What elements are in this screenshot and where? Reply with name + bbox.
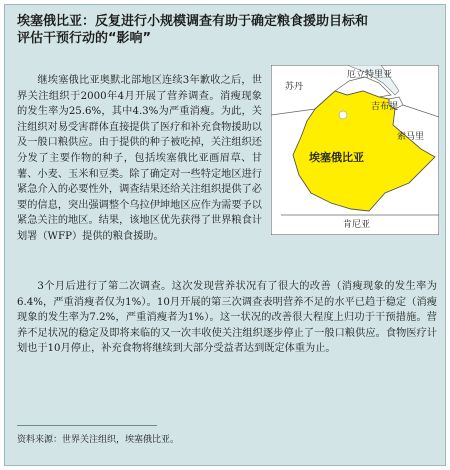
source-note: 资料来源：世界关注组织，埃塞俄比亚。 <box>17 435 180 445</box>
label-ethiopia: 埃塞俄比亚 <box>309 151 364 164</box>
title-line-2: 评估干预行动的“影响” <box>17 31 152 46</box>
location-marker <box>339 111 347 119</box>
label-eritrea: 厄立特里亚 <box>347 70 393 80</box>
ethiopia-map <box>271 65 439 235</box>
case-study-panel <box>4 4 446 466</box>
label-djibouti: 吉布提 <box>371 102 399 112</box>
label-sudan: 苏丹 <box>285 82 304 92</box>
label-kenya: 肯尼亚 <box>343 220 371 230</box>
paragraph-2: 3个月后进行了第二次调查。这次发现营养状况有了很大的改善（消瘦现象的发生率为6.4%，严重消瘦者仅为1%）。10月开展的第三次调查表明营养不足的水平已趋于稳定（消瘦现象的发生率为7.2%，严重消瘦者为1%）。这一状况的改善很大程度上归功于干预措施。营养不足状况的稳定及即将来临的又一次丰收使关注组织逐步停止了一般口粮供应。食物医疗计划也于10月停止，补充食物将继续到大部分受益者达到既定体重为止。 <box>17 281 437 355</box>
box-title <box>17 13 437 47</box>
label-somalia: 索马里 <box>397 132 425 142</box>
title-line-1: 埃塞俄比亚：反复进行小规模调查有助于确定粮食援助目标和 <box>17 14 369 29</box>
paragraph-1: 继埃塞俄比亚奥默北部地区连续3年歉收之后，世界关注组织于2000年4月开展了营养调查。消瘦现象的发生率为25.6%，其中4.3%为严重消瘦。为此，关注组织对易受害群体直接提供了医疗和补充食物援助以及一般口粮供应。由于提供的种子被吃掉，关注组织还分发了主要作物的种子，包括埃塞俄比亚画眉草、甘薯、小麦、玉米和豆类。除了确定对一些特定地区进行紧急介入的必要性外，调查结果还给关注组织提供了必要的信息，突出强调整个乌拉伊坤地区应作为需要予以紧急关注的地区。结果，该地区优先获得了世界粮食计划署（WFP）提供的粮食援助。 <box>17 75 262 242</box>
footnote-divider <box>17 425 157 426</box>
